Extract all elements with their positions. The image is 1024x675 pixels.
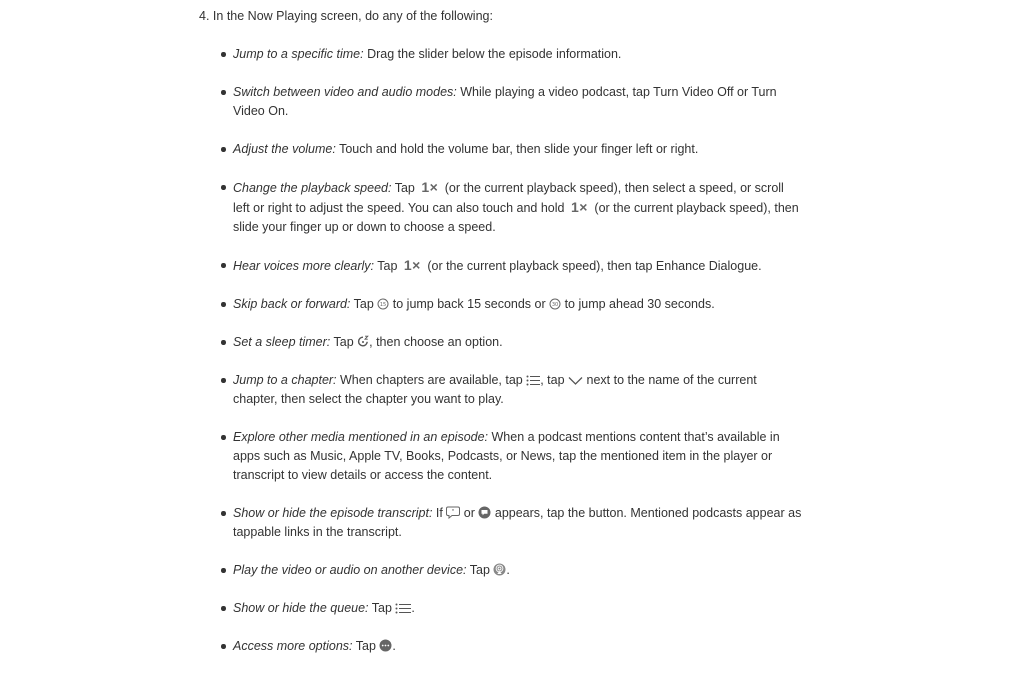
queue-list-icon: [395, 603, 411, 614]
svg-text:": ": [451, 508, 455, 516]
option-text: or: [460, 506, 479, 520]
option-title: Play the video or audio on another device:: [233, 563, 467, 577]
skip-forward-30-icon: [549, 298, 561, 310]
option-text: Tap: [350, 297, 378, 311]
playback-speed-glyph: 1×: [421, 179, 439, 195]
airplay-audio-icon: [493, 563, 506, 576]
option-text: (or the current playback speed), then select a speed, or scroll left or right to adjust the speed. You can also touch and hold: [233, 181, 784, 215]
list-item: [233, 295, 803, 314]
list-item: [233, 428, 803, 485]
option-title: Skip back or forward:: [233, 297, 351, 311]
option-title: Show or hide the episode transcript:: [233, 506, 433, 520]
svg-text:30: 30: [551, 302, 559, 309]
list-item: [233, 561, 803, 580]
option-text: (or the current playback speed), then tap Enhance Dialogue.: [423, 259, 762, 273]
option-text: Tap: [374, 259, 401, 273]
option-text: Drag the slider below the episode information.: [363, 47, 622, 61]
list-item: [233, 333, 803, 352]
chapter-list-icon: [526, 375, 540, 386]
step-heading-text: In the Now Playing screen, do any of the following:: [212, 9, 493, 23]
option-text: Touch and hold the volume bar, then slide your finger left or right.: [335, 142, 699, 156]
option-text: Tap: [466, 563, 494, 577]
option-text: appears, tap the button. Mentioned podcasts appear as tappable links in the transcript.: [233, 506, 802, 539]
transcript-icon: [446, 506, 460, 519]
option-text: to jump ahead 30 seconds.: [561, 297, 715, 311]
option-text: When a podcast mentions content that’s available in apps such as Music, Apple TV, Books, Podcasts, or News, tap the mentioned item in the player or transcript to view details or access the content.: [233, 430, 780, 482]
option-title: Jump to a specific time:: [233, 47, 364, 61]
option-text: Tap: [352, 639, 380, 653]
option-title: Explore other media mentioned in an episode:: [233, 430, 489, 444]
step-number: 4.: [199, 9, 210, 23]
option-text: , tap: [540, 373, 569, 387]
option-text: to jump back 15 seconds or: [389, 297, 550, 311]
list-item: [233, 637, 803, 656]
option-title: Adjust the volume:: [233, 142, 336, 156]
chevron-down-icon: [568, 376, 583, 386]
now-playing-options-list: [233, 45, 803, 675]
playback-speed-glyph: 1×: [570, 199, 588, 215]
option-text: .: [411, 601, 415, 615]
list-item: [233, 45, 803, 64]
list-item: [233, 83, 803, 121]
list-item: [233, 256, 803, 276]
sleep-timer-icon: [357, 335, 369, 348]
list-item: [233, 371, 803, 409]
option-text: When chapters are available, tap: [336, 373, 527, 387]
svg-text:15: 15: [380, 302, 387, 309]
list-item: [233, 140, 803, 159]
option-title: Change the playback speed:: [233, 181, 392, 195]
list-item: [233, 178, 803, 237]
option-text: , then choose an option.: [369, 335, 503, 349]
option-text: Tap: [330, 335, 358, 349]
skip-back-15-icon: [377, 298, 389, 310]
option-title: Access more options:: [233, 639, 353, 653]
option-title: Show or hide the queue:: [233, 601, 369, 615]
option-text: Tap: [391, 181, 419, 195]
option-text: Tap: [368, 601, 396, 615]
option-title: Switch between video and audio modes:: [233, 85, 457, 99]
option-text: .: [392, 639, 396, 653]
option-title: Hear voices more clearly:: [233, 259, 375, 273]
more-options-icon: [379, 639, 392, 652]
option-title: Set a sleep timer:: [233, 335, 331, 349]
option-text: .: [506, 563, 510, 577]
option-text: (or the current playback speed), then slide your finger up or down to choose a speed.: [233, 201, 799, 234]
playback-speed-glyph: 1×: [403, 257, 421, 273]
list-item: [233, 504, 803, 542]
step-heading: [199, 8, 493, 24]
option-text: While playing a video podcast, tap Turn Video Off or Turn Video On.: [233, 85, 777, 118]
list-item: [233, 599, 803, 618]
option-text: If: [432, 506, 447, 520]
option-text: next to the name of the current chapter, then select the chapter you want to play.: [233, 373, 757, 406]
transcript-filled-icon: [478, 506, 491, 519]
option-title: Jump to a chapter:: [233, 373, 337, 387]
